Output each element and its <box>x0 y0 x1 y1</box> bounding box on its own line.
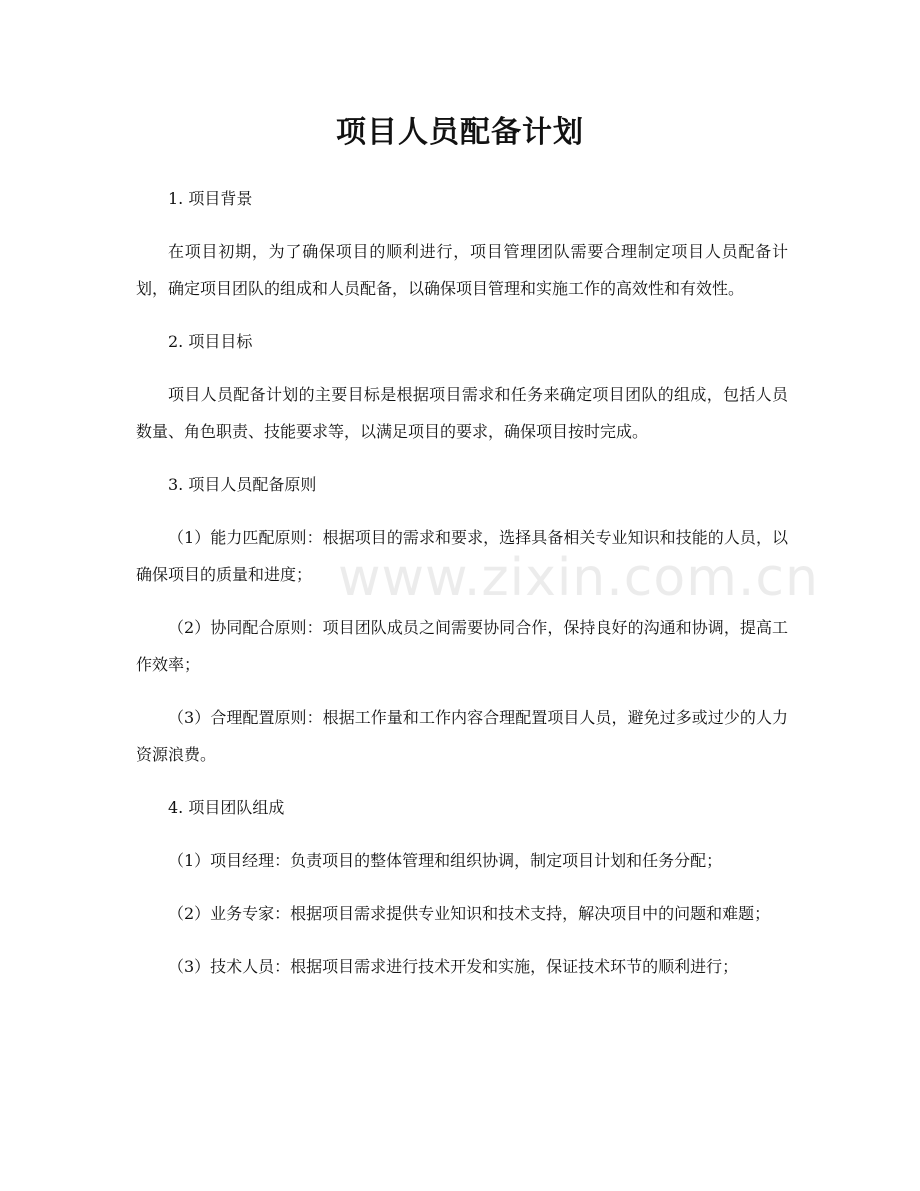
paragraph: （1）项目经理：负责项目的整体管理和组织协调，制定项目计划和任务分配； <box>168 851 723 870</box>
section-heading: 4. 项目团队组成 <box>168 798 285 817</box>
section-heading: 3. 项目人员配备原则 <box>168 475 317 494</box>
document-title: 项目人员配备计划 <box>336 115 584 150</box>
paragraph: （3）合理配置原则：根据工作量和工作内容合理配置项目人员，避免过多或过少的人力资源浪费。 <box>136 708 788 764</box>
paragraph: 在项目初期，为了确保项目的顺利进行，项目管理团队需要合理制定项目人员配备计划，确定项目团队的组成和人员配备，以确保项目管理和实施工作的高效性和有效性。 <box>136 242 788 298</box>
section-heading: 2. 项目目标 <box>168 332 253 351</box>
section-heading: 1. 项目背景 <box>168 189 253 208</box>
paragraph: （2）业务专家：根据项目需求提供专业知识和技术支持，解决项目中的问题和难题； <box>168 904 771 923</box>
watermark: www.zixin.com.cn <box>338 548 819 608</box>
paragraph: （1）能力匹配原则：根据项目的需求和要求，选择具备相关专业知识和技能的人员，以确保项目的质量和进度； <box>136 528 788 584</box>
paragraph: （3）技术人员：根据项目需求进行技术开发和实施，保证技术环节的顺利进行； <box>168 957 739 976</box>
paragraph: 项目人员配备计划的主要目标是根据项目需求和任务来确定项目团队的组成，包括人员数量、角色职责、技能要求等，以满足项目的要求，确保项目按时完成。 <box>136 385 788 441</box>
document-body <box>136 180 788 985</box>
paragraph: （2）协同配合原则：项目团队成员之间需要协同合作，保持良好的沟通和协调，提高工作效率； <box>136 618 788 674</box>
